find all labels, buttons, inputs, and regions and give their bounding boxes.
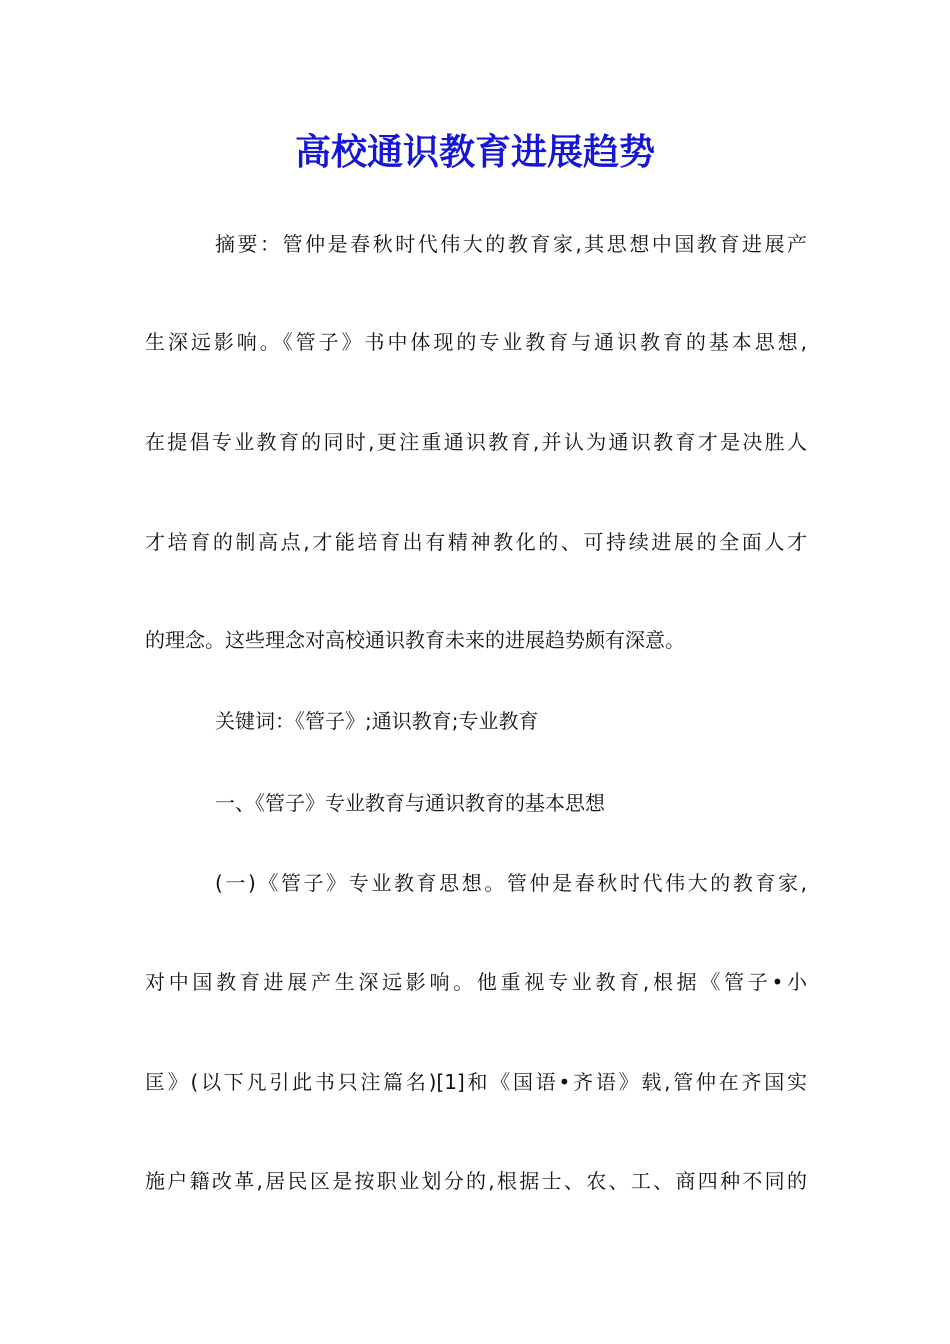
body-line-2: 对中国教育进展产生深远影响。他重视专业教育,根据《管子•小 xyxy=(145,970,807,994)
abstract-line-3: 在提倡专业教育的同时,更注重通识教育,并认为通识教育才是决胜人 xyxy=(145,430,807,454)
body-line-4: 施户籍改革,居民区是按职业划分的,根据士、农、工、商四种不同的 xyxy=(145,1169,807,1193)
section-heading-1: 一、《管子》专业教育与通识教育的基本思想 xyxy=(215,791,605,815)
abstract-line-1: 摘要：管仲是春秋时代伟大的教育家,其思想中国教育进展产 xyxy=(215,232,807,256)
keywords-line: 关键词：《管子》;通识教育;专业教育 xyxy=(215,709,539,733)
body-line-3: 匡》(以下凡引此书只注篇名)[1]和《国语•齐语》载,管仲在齐国实 xyxy=(145,1070,807,1094)
document-title: 高校通识教育进展趋势 xyxy=(294,131,655,173)
abstract-line-5: 的理念。这些理念对高校通识教育未来的进展趋势颇有深意。 xyxy=(145,628,685,652)
abstract-line-2: 生深远影响。《管子》书中体现的专业教育与通识教育的基本思想, xyxy=(145,330,807,354)
body-line-1: (一)《管子》专业教育思想。管仲是春秋时代伟大的教育家, xyxy=(215,871,807,895)
abstract-line-4: 才培育的制高点,才能培育出有精神教化的、可持续进展的全面人才 xyxy=(145,530,807,554)
